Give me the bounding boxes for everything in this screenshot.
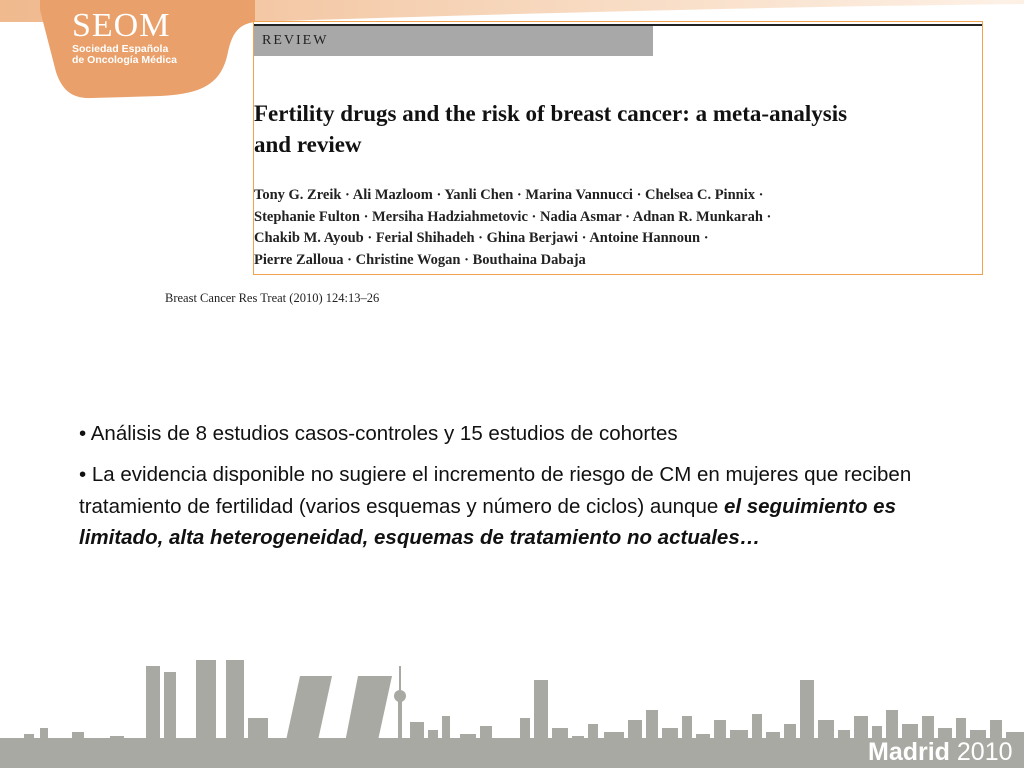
author-line: Pierre Zalloua · Christine Wogan · Bouthaina Dabaja	[254, 251, 586, 268]
city-name: Madrid	[868, 738, 950, 766]
bullet-text: • La evidencia disponible no sugiere el incremento de riesgo de CM en mujeres que reciben tratamiento de fertilidad (varios esquemas y número de ciclos) aunque	[79, 463, 912, 518]
logo-name: SEOM	[72, 7, 171, 44]
paper-excerpt	[253, 21, 983, 275]
paper-citation: Breast Cancer Res Treat (2010) 124:13–26	[165, 291, 380, 305]
paper-authors	[254, 185, 974, 271]
paper-title-line-1: Fertility drugs and the risk of breast cancer: a meta-analysis	[254, 101, 848, 126]
bullet-item: • Análisis de 8 estudios casos-controles y 15 estudios de cohortes	[79, 422, 678, 445]
logo-subtitle-1: Sociedad Española	[72, 43, 169, 55]
review-label: REVIEW	[254, 26, 653, 56]
seom-logo	[72, 8, 177, 66]
bullet-emphasis: el seguimiento es limitado, alta heterogeneidad, esquemas de tratamiento no actuales…	[79, 494, 896, 549]
author-line: Stephanie Fulton · Mersiha Hadziahmetovic · Nadia Asmar · Adnan R. Munkarah ·	[254, 208, 772, 225]
paper-title	[254, 98, 974, 160]
paper-title-line-2: and review	[254, 132, 362, 157]
author-line: Chakib M. Ayoub · Ferial Shihadeh · Ghina Berjawi · Antoine Hannoun ·	[254, 230, 709, 246]
bullet-item	[79, 459, 959, 554]
city-label	[868, 738, 1013, 766]
bullet-list	[79, 418, 959, 564]
city-year: 2010	[956, 738, 1013, 766]
author-line: Tony G. Zreik · Ali Mazloom · Yanli Chen · Marina Vannucci · Chelsea C. Pinnix ·	[254, 187, 764, 203]
logo-subtitle-2: de Oncología Médica	[72, 54, 178, 66]
